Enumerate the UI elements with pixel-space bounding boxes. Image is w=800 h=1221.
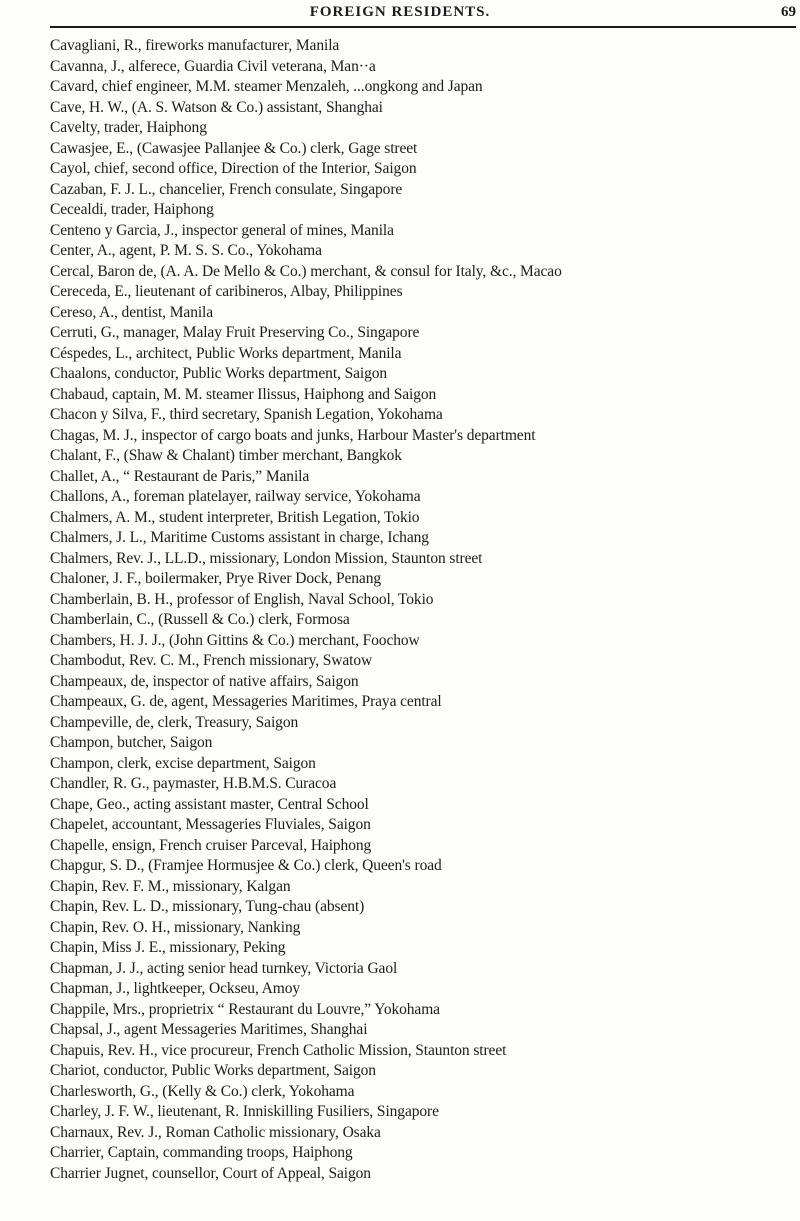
- running-head: [0, 4, 800, 24]
- directory-entry: Chapelle, ensign, French cruiser Parceval, Haiphong: [50, 836, 372, 854]
- directory-entry: Chambodut, Rev. C. M., French missionary, Swatow: [50, 652, 373, 669]
- directory-entry: Cerruti, G., manager, Malay Fruit Preserving Co., Singapore: [50, 324, 420, 341]
- directory-entry: Chape, Geo., acting assistant master, Central School: [50, 795, 369, 813]
- directory-entry: Chagas, M. J., inspector of cargo boats and junks, Harbour Master's department: [50, 426, 536, 444]
- directory-entry: Chappile, Mrs., proprietrix “ Restaurant du Louvre,” Yokohama: [50, 1000, 440, 1018]
- directory-entry: Champeaux, de, inspector of native affairs, Saigon: [50, 672, 359, 690]
- directory-entry: Cave, H. W., (A. S. Watson & Co.) assistant, Shanghai: [50, 98, 383, 116]
- directory-entry: Chandler, R. G., paymaster, H.B.M.S. Curacoa: [50, 775, 337, 792]
- directory-entry: Cercal, Baron de, (A. A. De Mello & Co.) merchant, & consul for Italy, &c., Macao: [50, 262, 562, 280]
- page-number: 69: [781, 4, 796, 20]
- directory-entry: Champon, clerk, excise department, Saigon: [50, 754, 316, 772]
- directory-entry: Center, A., agent, P. M. S. S. Co., Yokohama: [50, 242, 322, 259]
- directory-entry: Chapgur, S. D., (Framjee Hormusjee & Co.) clerk, Queen's road: [50, 857, 442, 874]
- directory-entry: Chamberlain, B. H., professor of English, Naval School, Tokio: [50, 590, 434, 608]
- directory-entry: Chapman, J., lightkeeper, Ockseu, Amoy: [50, 980, 300, 997]
- directory-entry: Chapin, Rev. O. H., missionary, Nanking: [50, 918, 301, 936]
- directory-entry: Cavard, chief engineer, M.M. steamer Menzaleh, ...ongkong and Japan: [50, 78, 483, 95]
- directory-entry: Chariot, conductor, Public Works department, Saigon: [50, 1062, 376, 1079]
- directory-entry: Cawasjee, E., (Cawasjee Pallanjee & Co.) clerk, Gage street: [50, 139, 418, 157]
- directory-entry: Challons, A., foreman platelayer, railway service, Yokohama: [50, 488, 421, 505]
- directory-entry: Chaalons, conductor, Public Works department, Saigon: [50, 365, 388, 382]
- directory-entry: Chamberlain, C., (Russell & Co.) clerk, Formosa: [50, 611, 350, 628]
- directory-entry: Chacon y Silva, F., third secretary, Spanish Legation, Yokohama: [50, 406, 443, 423]
- directory-entry: Chapelet, accountant, Messageries Fluviales, Saigon: [50, 816, 371, 833]
- directory-entry: Chapin, Rev. L. D., missionary, Tung-chau (absent): [50, 898, 365, 915]
- directory-entry: Chapin, Rev. F. M., missionary, Kalgan: [50, 877, 291, 895]
- directory-entry: Charnaux, Rev. J., Roman Catholic missionary, Osaka: [50, 1123, 381, 1141]
- directory-entry: Cereceda, E., lieutenant of caribineros, Albay, Philippines: [50, 283, 403, 300]
- directory-entry: Chapin, Miss J. E., missionary, Peking: [50, 939, 286, 956]
- directory-entry: Cereso, A., dentist, Manila: [50, 303, 214, 321]
- directory-entry: Chabaud, captain, M. M. steamer Ilissus, Haiphong and Saigon: [50, 385, 437, 403]
- directory-entry: Champeville, de, clerk, Treasury, Saigon: [50, 713, 299, 731]
- directory-entry: Chapman, J. J., acting senior head turnkey, Victoria Gaol: [50, 959, 398, 977]
- directory-entry: Chalant, F., (Shaw & Chalant) timber merchant, Bangkok: [50, 447, 402, 464]
- directory-entry: Chaloner, J. F., boilermaker, Prye River Dock, Penang: [50, 570, 381, 587]
- directory-entry: Centeno y Garcia, J., inspector general of mines, Manila: [50, 221, 394, 239]
- directory-entry: Chambers, H. J. J., (John Gittins & Co.) merchant, Foochow: [50, 631, 420, 649]
- directory-entry: Charlesworth, G., (Kelly & Co.) clerk, Yokohama: [50, 1082, 355, 1100]
- directory-entry: Champon, butcher, Saigon: [50, 734, 213, 751]
- directory-entry: Cavelty, trader, Haiphong: [50, 119, 207, 136]
- directory-entry: Cazaban, F. J. L., chancelier, French consulate, Singapore: [50, 180, 403, 198]
- directory-entry: Challet, A., “ Restaurant de Paris,” Manila: [50, 467, 310, 485]
- directory-entry: Charrier, Captain, commanding troops, Haiphong: [50, 1144, 353, 1161]
- directory-entry: Céspedes, L., architect, Public Works department, Manila: [50, 344, 402, 362]
- directory-entry: Champeaux, G. de, agent, Messageries Maritimes, Praya central: [50, 693, 442, 710]
- directory-entry: Chapsal, J., agent Messageries Maritimes, Shanghai: [50, 1021, 368, 1038]
- page-title: FOREIGN RESIDENTS.: [309, 4, 491, 20]
- directory-list: [50, 36, 798, 1184]
- directory-entry: Charley, J. F. W., lieutenant, R. Inniskilling Fusiliers, Singapore: [50, 1103, 439, 1120]
- directory-entry: Cavagliani, R., fireworks manufacturer, Manila: [50, 37, 340, 54]
- directory-entry: Chalmers, A. M., student interpreter, British Legation, Tokio: [50, 508, 420, 526]
- directory-entry: Cecealdi, trader, Haiphong: [50, 201, 214, 218]
- directory-entry: Charrier Jugnet, counsellor, Court of Appeal, Saigon: [50, 1164, 371, 1182]
- directory-entry: Cavanna, J., alferece, Guardia Civil veterana, Man··a: [50, 57, 376, 75]
- directory-entry: Chapuis, Rev. H., vice procureur, French Catholic Mission, Staunton street: [50, 1041, 507, 1059]
- directory-entry: Chalmers, J. L., Maritime Customs assistant in charge, Ichang: [50, 529, 429, 546]
- directory-entry: Chalmers, Rev. J., LL.D., missionary, London Mission, Staunton street: [50, 549, 483, 567]
- directory-entry: Cayol, chief, second office, Direction of the Interior, Saigon: [50, 160, 417, 177]
- header-rule: [50, 26, 796, 28]
